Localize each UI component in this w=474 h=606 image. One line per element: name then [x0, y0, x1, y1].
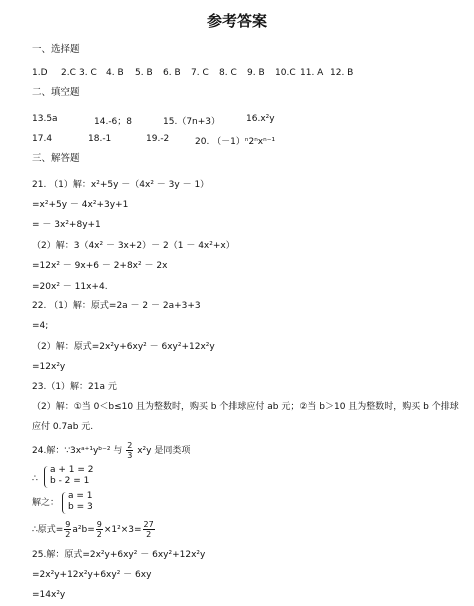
- solution-line: =12x²y: [32, 362, 66, 372]
- solution-line: =12x² － 9x+6 － 2+8x² － 2x: [32, 261, 168, 271]
- section-heading-fill: 二、填空题: [32, 87, 80, 98]
- solution-line-24-result: [32, 519, 156, 541]
- solution-line: （2）解：①当 0＜b≤10 且为整数时，购买 b 个排球应付 ab 元；②当 b＞10 且为整数时，购买 b 个排球: [32, 402, 459, 412]
- solution-line: 21. （1）解：x²+5y －（4x² － 3y － 1）: [32, 180, 210, 190]
- solution-line: 应付 0.7ab 元.: [32, 422, 94, 432]
- solution-text: 解之：: [32, 498, 60, 508]
- choice-answer: 3. C: [79, 68, 97, 78]
- solution-line: = － 3x²+8y+1: [32, 220, 101, 230]
- fill-answer: 20. （－1）ⁿ2ⁿxⁿ⁻¹: [195, 137, 276, 147]
- solution-text: ×1²×3=: [103, 525, 142, 535]
- fill-answer: 18.-1: [88, 134, 112, 144]
- fill-answer: 14.-6；8: [94, 117, 133, 127]
- brace-icon: [62, 492, 67, 514]
- solution-line: 22. （1）解：原式=2a － 2 － 2a+3+3: [32, 301, 201, 311]
- choice-answer: 7. C: [191, 68, 209, 78]
- equation-row: a = 1: [68, 491, 93, 501]
- equation-row: a + 1 = 2: [50, 465, 94, 475]
- page-title: 参考答案: [206, 12, 267, 30]
- brace-system: [44, 465, 94, 487]
- equation-row: b = 3: [68, 502, 93, 512]
- solution-line: （2）解：原式=2x²y+6xy² － 6xy²+12x²y: [32, 342, 215, 352]
- solution-line: （2）解：3（4x² － 3x+2）－ 2（1 － 4x²+x）: [32, 241, 235, 251]
- equation-system-1: [32, 469, 38, 489]
- choice-answer: 1.D: [32, 68, 48, 78]
- choice-answer: 4. B: [106, 68, 124, 78]
- choice-answer: 2.C: [61, 68, 76, 78]
- fraction: $\frac{27}{2}$: [143, 520, 154, 539]
- fill-answer: 19.-2: [146, 134, 170, 144]
- solution-line-24: [32, 441, 190, 461]
- solution-line: 23.（1）解：21a 元: [32, 382, 117, 392]
- fill-answer: 13.5a: [32, 114, 58, 124]
- fill-answer: 17.4: [32, 134, 53, 144]
- solution-line: =4;: [32, 321, 49, 331]
- choice-answer: 9. B: [247, 68, 265, 78]
- solution-text: a²b=: [72, 525, 95, 535]
- solution-text: 24.解：∵3xᵃ⁺¹yᵇ⁻² 与: [32, 446, 123, 456]
- brace-icon: [44, 466, 49, 488]
- solution-text: x²y 是同类项: [137, 446, 191, 456]
- solution-line: =20x² － 11x+4.: [32, 282, 108, 292]
- section-heading-solve: 三、解答题: [32, 153, 80, 164]
- fill-answer: 16.x²y: [246, 114, 275, 124]
- solution-line: =x²+5y － 4x²+3y+1: [32, 200, 129, 210]
- therefore-symbol: ∴: [32, 474, 38, 484]
- solution-text: ∴原式=: [32, 525, 64, 535]
- fraction: $\frac{2}{3}$: [127, 441, 133, 460]
- fill-answer: 15.（7n+3）: [163, 117, 221, 127]
- fraction: $\frac{9}{2}$: [65, 520, 71, 539]
- choice-answer: 5. B: [135, 68, 153, 78]
- section-heading-choice: 一、选择题: [32, 44, 80, 55]
- fraction: $\frac{9}{2}$: [96, 520, 102, 539]
- equation-row: b - 2 = 1: [50, 476, 90, 486]
- choice-answer: 8. C: [219, 68, 237, 78]
- choice-answer: 10.C: [275, 68, 296, 78]
- brace-system: [62, 491, 93, 513]
- solution-line: 25.解：原式=2x²y+6xy² － 6xy²+12x²y: [32, 550, 206, 560]
- solution-line: =2x²y+12x²y+6xy² － 6xy: [32, 570, 152, 580]
- choice-answer: 12. B: [330, 68, 354, 78]
- choice-answer: 6. B: [163, 68, 181, 78]
- solution-line: =14x²y: [32, 590, 66, 600]
- choice-answer: 11. A: [300, 68, 324, 78]
